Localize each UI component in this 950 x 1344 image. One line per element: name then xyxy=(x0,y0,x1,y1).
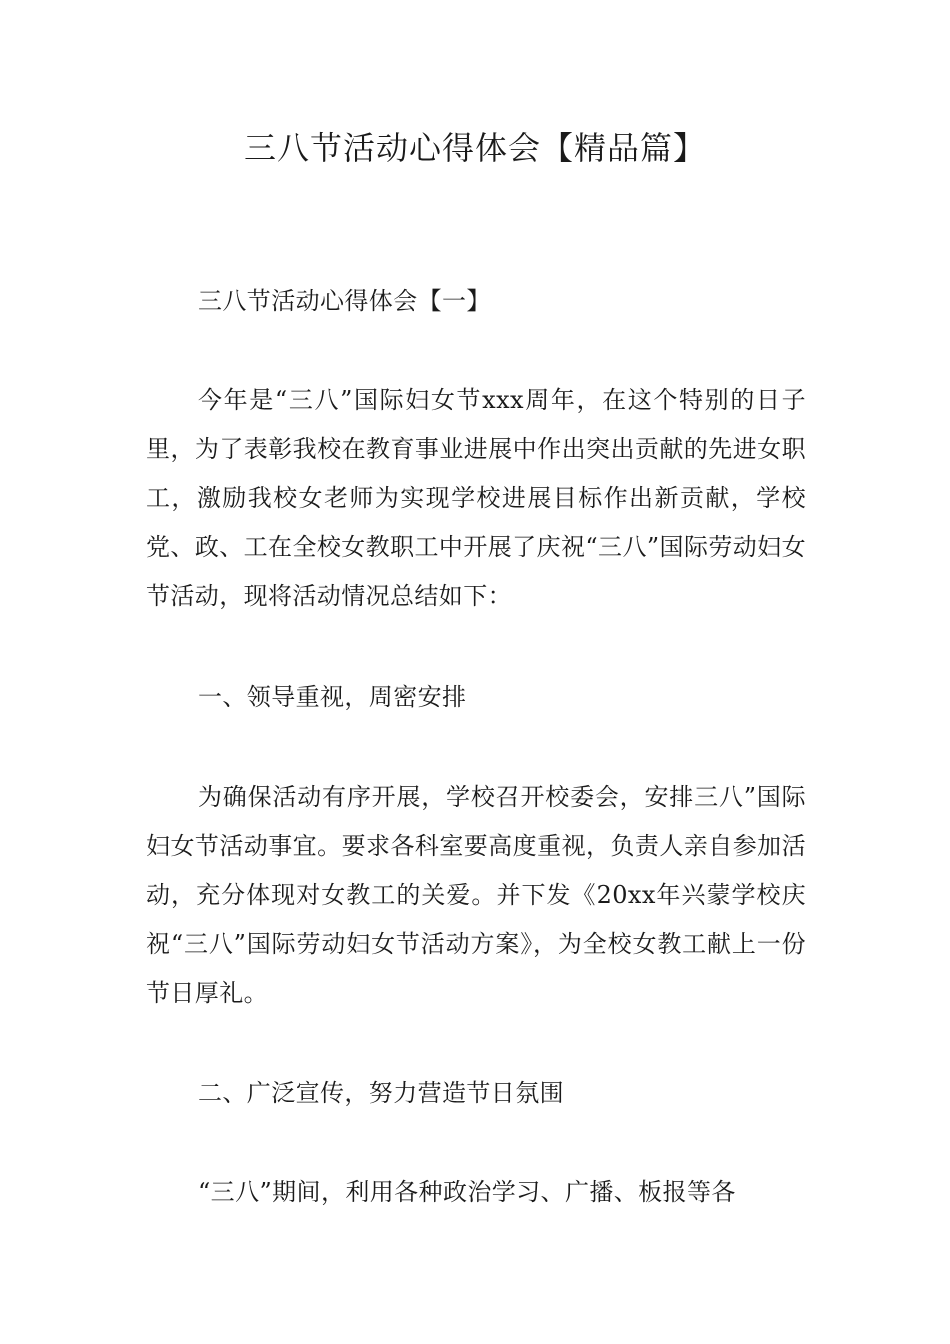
heading-publicity: 二、广泛宣传，努力营造节日氛围 xyxy=(198,1079,564,1107)
document-title: 三八节活动心得体会【精品篇】 xyxy=(243,129,706,167)
heading-leadership: 一、领导重视，周密安排 xyxy=(198,683,467,711)
paragraph-publicity: “三八”期间，利用各种政治学习、广播、板报等各 xyxy=(198,1178,736,1206)
section-title: 三八节活动心得体会【一】 xyxy=(198,287,491,315)
paragraph-intro: 今年是“三八”国际妇女节xxx周年，在这个特别的日子里，为了表彰我校在教育事业进展中作出突出贡献的先进女职工，激励我校女老师为实现学校进展目标作出新贡献，学校党、政、工在全校女教职工中开展了庆祝“三八”国际劳动妇女节活动，现将活动情况总结如下： xyxy=(146,386,806,610)
paragraph-arrangement: 为确保活动有序开展，学校召开校委会，安排三八”国际妇女节活动事宜。要求各科室要高度重视，负责人亲自参加活动，充分体现对女教工的关爱。并下发《20xx年兴蒙学校庆祝“三八”国际劳动妇女节活动方案》，为全校女教工献上一份节日厚礼。 xyxy=(146,783,806,1007)
